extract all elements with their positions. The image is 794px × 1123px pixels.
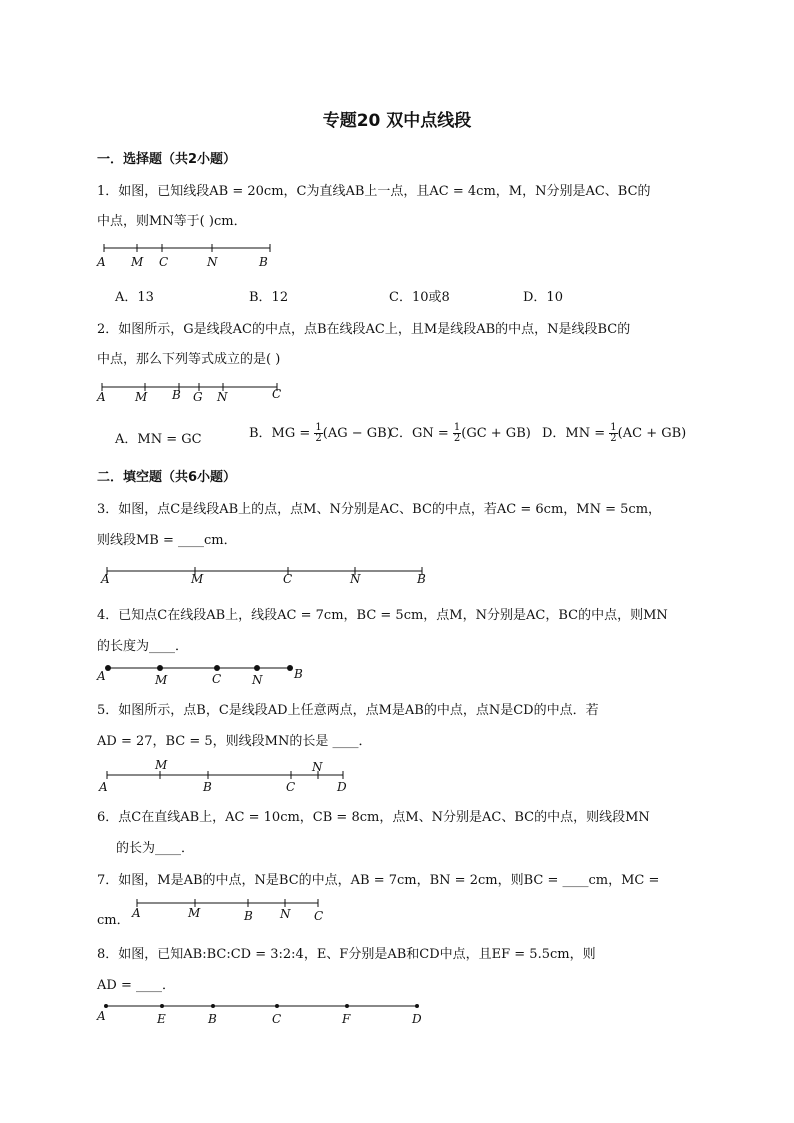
q4-label-c: C [212, 672, 222, 686]
q5-label-m: M [155, 758, 168, 772]
fraction-denominator: 2 [610, 433, 617, 444]
section-heading-choice: 一．选择题（共2小题） [97, 152, 237, 167]
question-4-line-2: 的长度为____． [97, 639, 189, 654]
q8-label-a: A [97, 1009, 106, 1023]
q7-label-c: C [314, 909, 324, 923]
question-2-option-d [542, 422, 686, 444]
section-heading-fill: 二．填空题（共6小题） [97, 470, 237, 485]
question-2-option-b [249, 422, 392, 444]
q3-label-n: N [350, 572, 361, 586]
q8-label-e: E [157, 1012, 166, 1026]
question-8-line-2: AD = ____． [97, 978, 175, 993]
fraction-numerator: 1 [315, 422, 322, 433]
q2-label-a: A [97, 390, 106, 404]
q4-label-n: N [252, 673, 263, 687]
question-5-figure [97, 758, 357, 796]
fraction-denominator: 2 [453, 433, 461, 444]
q4-label-a: A [97, 669, 106, 683]
q1-label-c: C [159, 255, 169, 269]
option-b-prefix: B．MG = [249, 426, 311, 441]
q4-label-m: M [155, 673, 168, 687]
question-1-option-a: A．13 [115, 290, 154, 305]
fraction-numerator: 1 [453, 422, 461, 433]
q7-label-b: B [244, 909, 253, 923]
question-5-line-1: 5．如图所示，点B，C是线段AD上任意两点，点M是AB的中点，点N是CD的中点．若 [97, 703, 599, 718]
question-7-figure [130, 896, 330, 924]
q7-label-m: M [188, 906, 201, 920]
question-3-line-2: 则线段MB = ____cm． [97, 533, 237, 548]
q5-label-d: D [337, 780, 347, 794]
q3-label-a: A [101, 572, 110, 586]
q2-label-g: G [193, 390, 203, 404]
q3-label-c: C [283, 572, 293, 586]
question-8-line-1: 8．如图，已知AB:BC:CD = 3:2:4，E、F分别是AB和CD中点，且EF = 5.5cm，则 [97, 947, 596, 962]
q8-label-b: B [208, 1012, 217, 1026]
question-1-figure [97, 240, 277, 272]
option-c-prefix: C．GN = [389, 426, 449, 441]
question-2-figure [97, 380, 287, 406]
question-5-line-2: AD = 27，BC = 5，则线段MN的长是 ____． [97, 734, 372, 749]
fraction-one-half [453, 423, 461, 444]
question-1-option-b: B．12 [249, 290, 289, 305]
question-2-option-a: A．MN = GC [115, 432, 202, 447]
q5-label-b: B [203, 780, 212, 794]
fraction-numerator: 1 [610, 422, 617, 433]
q1-label-m: M [131, 255, 144, 269]
q1-label-b: B [259, 255, 268, 269]
option-c-suffix: (GC + GB) [461, 426, 531, 441]
option-d-suffix: (AC + GB) [617, 426, 687, 441]
fraction-one-half [609, 423, 617, 444]
q5-label-c: C [286, 780, 296, 794]
question-4-line-1: 4．已知点C在线段AB上，线段AC = 7cm，BC = 5cm，点M，N分别是AC，BC的中点，则MN [97, 608, 668, 623]
q7-label-n: N [280, 907, 291, 921]
q5-label-a: A [99, 780, 108, 794]
question-7-line-2: cm． [97, 913, 130, 928]
question-3-line-1: 3．如图，点C是线段AB上的点，点M、N分别是AC、BC的中点，若AC = 6cm，MN = 5cm， [97, 502, 662, 517]
q2-label-c: C [272, 387, 282, 401]
q8-label-f: F [342, 1012, 351, 1026]
q5-label-n: N [312, 760, 323, 774]
question-2-line-1: 2．如图所示，G是线段AC的中点，点B在线段AC上，且M是线段AB的中点，N是线段BC的 [97, 322, 631, 337]
question-1-option-d: D．10 [523, 290, 563, 305]
fraction-denominator: 2 [315, 433, 322, 444]
q3-label-b: B [417, 572, 426, 586]
q2-label-n: N [217, 390, 228, 404]
question-3-figure [97, 562, 437, 588]
question-1-option-c: C．10或8 [389, 290, 450, 305]
question-1-line-1: 1．如图，已知线段AB = 20cm，C为直线AB上一点，且AC = 4cm，M，N分别是AC、BC的 [97, 184, 651, 199]
option-b-suffix: (AG − GB) [322, 426, 392, 441]
question-2-option-c [389, 422, 531, 444]
q4-label-b: B [294, 667, 303, 681]
q3-label-m: M [191, 572, 204, 586]
q2-label-m: M [135, 390, 148, 404]
question-8-figure [97, 1000, 437, 1028]
option-d-prefix: D．MN = [542, 426, 606, 441]
q7-label-a: A [132, 906, 141, 920]
question-4-figure [97, 662, 312, 688]
page-title: 专题20 双中点线段 [322, 111, 472, 131]
q1-label-a: A [97, 255, 106, 269]
question-6-line-1: 6．点C在直线AB上，AC = 10cm，CB = 8cm，点M、N分别是AC、BC的中点，则线段MN [97, 810, 650, 825]
question-2-line-2: 中点，那么下列等式成立的是( ) [97, 352, 281, 367]
q8-label-d: D [412, 1012, 422, 1026]
q2-label-b: B [172, 388, 181, 402]
question-1-line-2: 中点，则MN等于( )cm． [97, 214, 247, 229]
fraction-one-half [314, 423, 322, 444]
q1-label-n: N [207, 255, 218, 269]
question-6-line-2: 的长为____． [116, 841, 195, 856]
question-7-line-1: 7．如图，M是AB的中点，N是BC的中点，AB = 7cm，BN = 2cm，则BC = ____cm，MC = [97, 873, 660, 888]
q8-label-c: C [272, 1012, 282, 1026]
